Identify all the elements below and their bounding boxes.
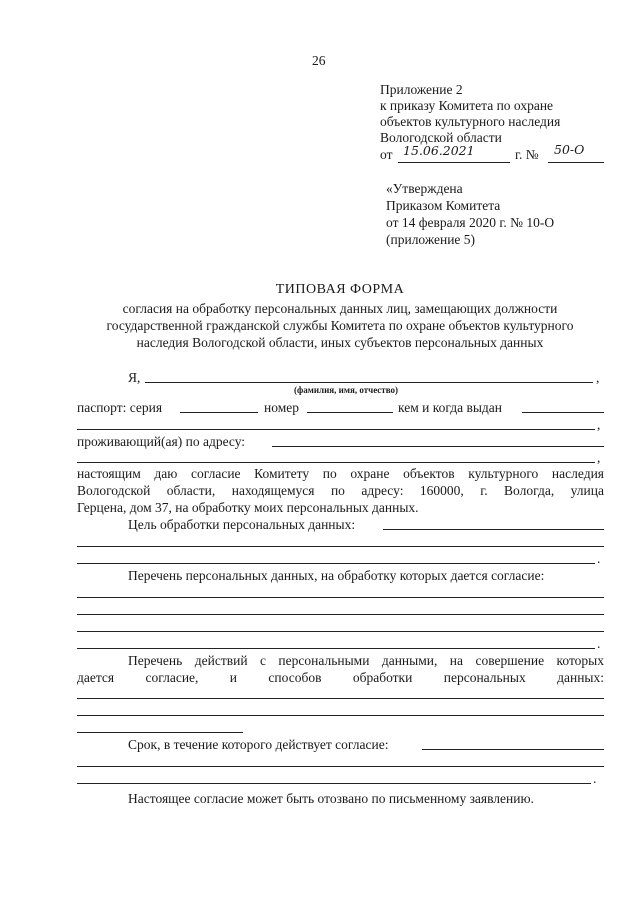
address-line[interactable] bbox=[272, 446, 604, 447]
data-list-line-3[interactable] bbox=[77, 631, 604, 632]
approved-line-3: от 14 февраля 2020 г. № 10-О bbox=[386, 215, 555, 230]
fio-hint: (фамилия, имя, отчество) bbox=[294, 385, 399, 395]
term-line-3[interactable] bbox=[77, 783, 591, 784]
fio-comma: , bbox=[596, 370, 600, 385]
passport-number-line[interactable] bbox=[307, 412, 393, 413]
purpose-line[interactable] bbox=[383, 529, 604, 530]
data-list-label: Перечень персональных данных, на обработку которых дается согласие: bbox=[128, 568, 545, 583]
actions-line-c[interactable] bbox=[77, 732, 243, 733]
appendix-line-2: к приказу Комитета по охране bbox=[380, 98, 554, 113]
appendix-line-4: Вологодской области bbox=[380, 130, 502, 145]
number-handwritten: 50-О bbox=[554, 142, 585, 157]
appendix-number-prefix: г. № bbox=[515, 147, 539, 162]
consent-line-3: Герцена, дом 37, на обработку моих персональных данных. bbox=[77, 500, 419, 515]
actions-line-2: дается согласие, и способов обработки персональных данных: bbox=[77, 670, 604, 685]
passport-issued-line-2[interactable] bbox=[77, 429, 595, 430]
term-label: Срок, в течение которого действует согласие: bbox=[128, 737, 389, 752]
passport-issued-label: кем и когда выдан bbox=[398, 400, 502, 415]
page-number: 26 bbox=[312, 53, 326, 68]
appendix-line-3: объектов культурного наследия bbox=[380, 114, 561, 129]
i-label: Я, bbox=[128, 370, 141, 385]
address-comma: , bbox=[597, 450, 601, 465]
purpose-line-2[interactable] bbox=[77, 546, 604, 547]
appendix-date-prefix: от bbox=[380, 147, 393, 162]
number-underline bbox=[548, 162, 604, 163]
date-underline bbox=[398, 162, 510, 163]
revoke-note: Настоящее согласие может быть отозвано по письменному заявлению. bbox=[128, 791, 534, 806]
term-line-2[interactable] bbox=[77, 766, 604, 767]
data-list-line-1[interactable] bbox=[77, 597, 604, 598]
term-period: . bbox=[593, 771, 597, 786]
date-handwritten: 15.06.2021 bbox=[403, 143, 475, 158]
consent-line-2: Вологодской области, находящемуся по адресу: 160000, г. Вологда, улица bbox=[77, 483, 604, 498]
actions-line-a[interactable] bbox=[77, 698, 604, 699]
consent-line-1: настоящим даю согласие Комитету по охране объектов культурного наследия bbox=[77, 466, 604, 481]
passport-issued-line[interactable] bbox=[522, 412, 604, 413]
passport-series-line[interactable] bbox=[180, 412, 258, 413]
form-subtitle-2: государственной гражданской службы Комитета по охране объектов культурного bbox=[106, 318, 574, 333]
actions-line-b[interactable] bbox=[77, 715, 604, 716]
appendix-line-1: Приложение 2 bbox=[380, 82, 463, 97]
approved-line-2: Приказом Комитета bbox=[386, 198, 501, 213]
address-label: проживающий(ая) по адресу: bbox=[77, 434, 246, 449]
purpose-label: Цель обработки персональных данных: bbox=[128, 517, 356, 532]
passport-number-label: номер bbox=[264, 400, 300, 415]
form-subtitle-3: наследия Вологодской области, иных субъектов персональных данных bbox=[136, 335, 544, 350]
data-list-line-2[interactable] bbox=[77, 614, 604, 615]
passport-series-label: паспорт: серия bbox=[77, 400, 163, 415]
approved-line-1: «Утверждена bbox=[386, 181, 463, 196]
form-subtitle-1: согласия на обработку персональных данных лиц, замещающих должности bbox=[122, 301, 558, 316]
fio-field-line[interactable] bbox=[145, 382, 593, 383]
form-title: ТИПОВАЯ ФОРМА bbox=[275, 282, 405, 297]
passport-comma: , bbox=[597, 417, 601, 432]
data-list-period: . bbox=[597, 636, 601, 651]
term-line[interactable] bbox=[422, 749, 604, 750]
purpose-period: . bbox=[597, 551, 601, 566]
address-line-2[interactable] bbox=[77, 462, 595, 463]
actions-line-1: Перечень действий с персональными данными, на совершение которых bbox=[128, 653, 604, 668]
data-list-line-4[interactable] bbox=[77, 648, 595, 649]
purpose-line-3[interactable] bbox=[77, 563, 595, 564]
approved-line-4: (приложение 5) bbox=[386, 232, 476, 247]
